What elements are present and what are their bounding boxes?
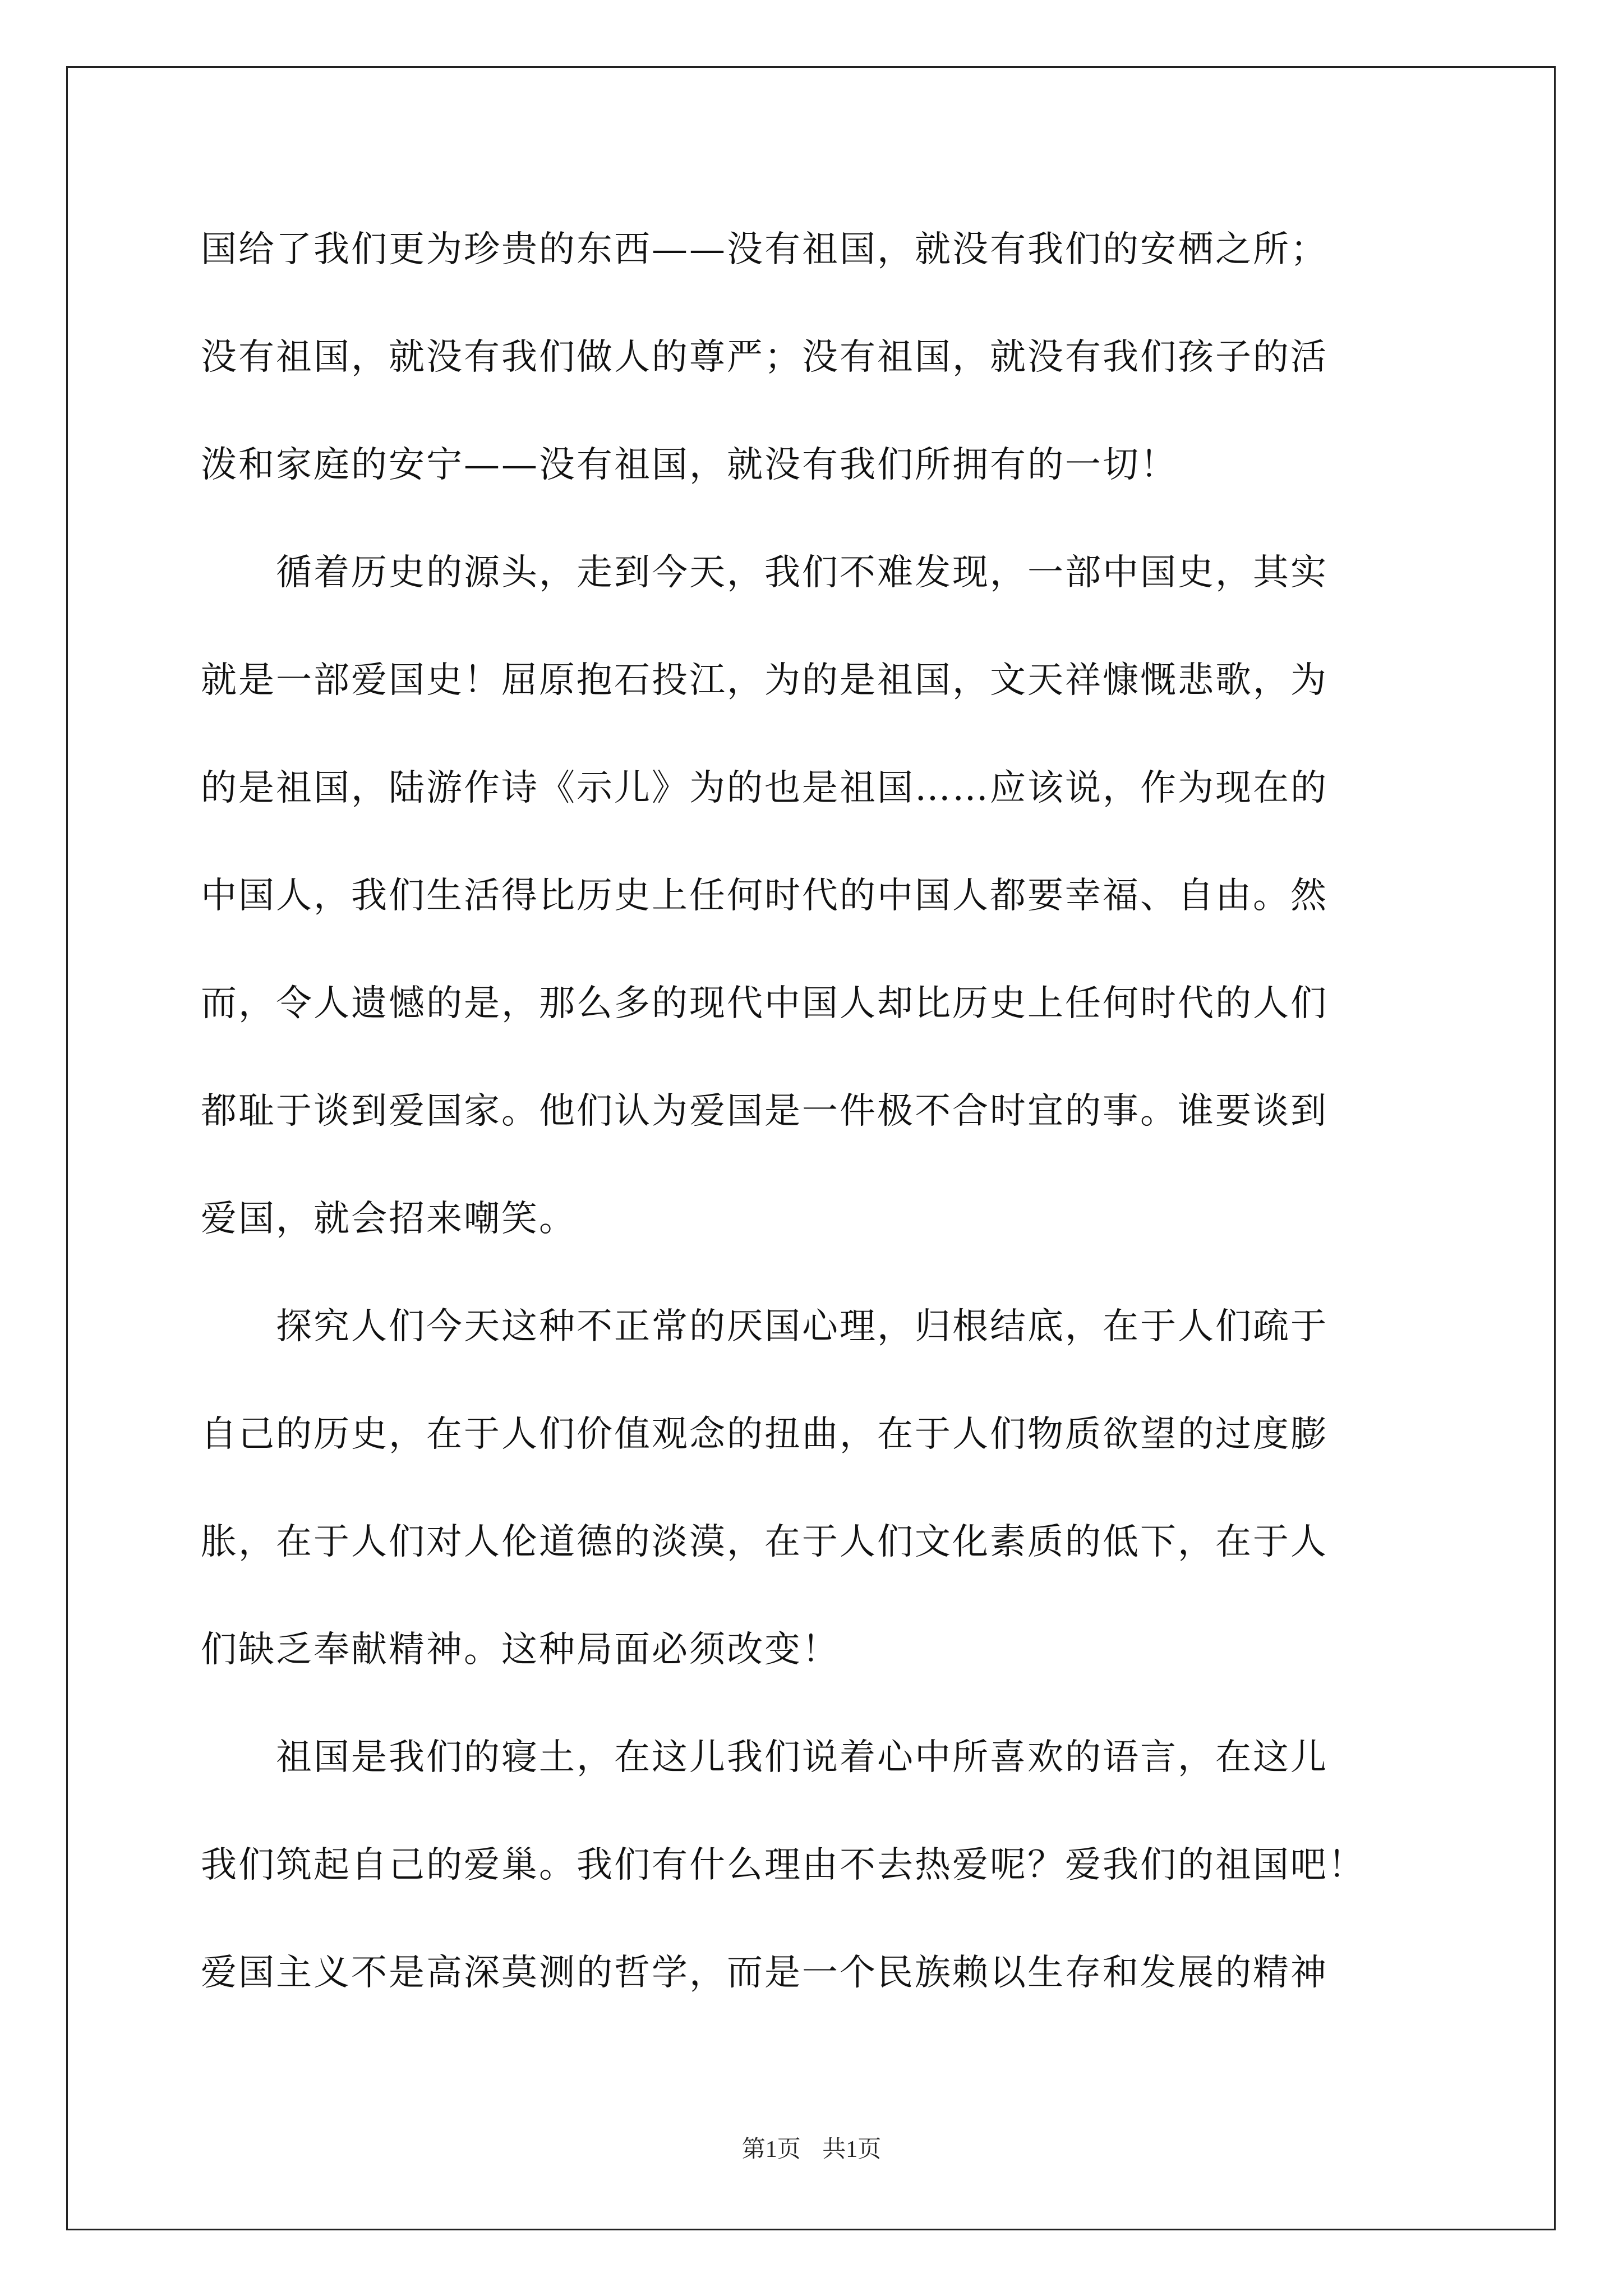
text-line: 的是祖国，陆游作诗《示儿》为的也是祖国……应该说，作为现在的 xyxy=(201,767,1328,809)
text-line: 我们筑起自己的爱巢。我们有什么理由不去热爱呢？爱我们的祖国吧！ xyxy=(201,1844,1366,1886)
text-line: 没有祖国，就没有我们做人的尊严；没有祖国，就没有我们孩子的活 xyxy=(201,337,1328,378)
document-body xyxy=(201,216,1429,2047)
text-line: 国给了我们更为珍贵的东西——没有祖国，就没有我们的安栖之所； xyxy=(201,229,1328,270)
text-line: 而，令人遗憾的是，那么多的现代中国人却比历史上任何时代的人们 xyxy=(201,983,1328,1024)
text-line: 探究人们今天这种不正常的厌国心理，归根结底，在于人们疏于 xyxy=(201,1306,1328,1347)
text-line: 循着历史的源头，走到今天，我们不难发现，一部中国史，其实 xyxy=(201,552,1328,593)
text-line: 都耻于谈到爱国家。他们认为爱国是一件极不合时宜的事。谁要谈到 xyxy=(201,1091,1328,1132)
text-line: 泼和家庭的安宁——没有祖国，就没有我们所拥有的一切！ xyxy=(201,444,1178,486)
text-line: 就是一部爱国史！屈原抱石投江，为的是祖国，文天祥慷慨悲歌，为 xyxy=(201,660,1328,701)
page-total: 共1页 xyxy=(822,2137,882,2162)
page-footer xyxy=(0,2131,1623,2164)
text-line: 祖国是我们的寝土，在这儿我们说着心中所喜欢的语言，在这儿 xyxy=(201,1737,1328,1778)
text-line: 自己的历史，在于人们价值观念的扭曲，在于人们物质欲望的过度膨 xyxy=(201,1414,1328,1455)
text-line: 爱国，就会招来嘲笑。 xyxy=(201,1198,577,1240)
text-line: 胀，在于人们对人伦道德的淡漠，在于人们文化素质的低下，在于人 xyxy=(201,1521,1328,1563)
text-line: 们缺乏奉献精神。这种局面必须改变！ xyxy=(201,1629,840,1671)
text-line: 中国人，我们生活得比历史上任何时代的中国人都要幸福、自由。然 xyxy=(201,875,1328,917)
text-line: 爱国主义不是高深莫测的哲学，而是一个民族赖以生存和发展的精神 xyxy=(201,1952,1328,1994)
page-number: 第1页 xyxy=(741,2137,801,2162)
